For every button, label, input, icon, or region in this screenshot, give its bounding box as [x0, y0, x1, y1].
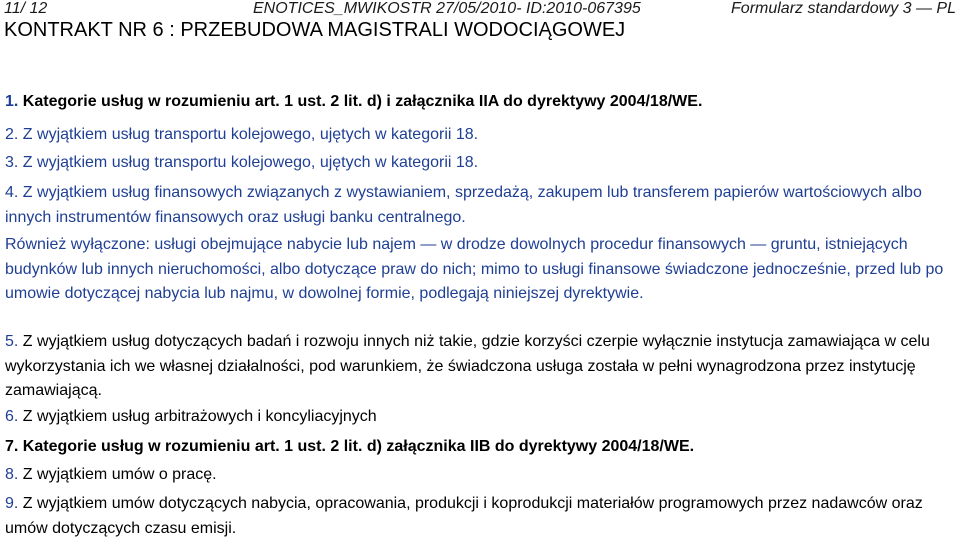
- item-text: Z wyjątkiem umów o pracę.: [18, 466, 217, 483]
- notice-reference: ENOTICES_MWIKOSTR 27/05/2010- ID:2010-067395: [253, 0, 641, 17]
- page-header: [0, 0, 960, 18]
- item-text: Z wyjątkiem usług transportu kolejowego, ujętych w kategorii 18.: [18, 126, 479, 143]
- paragraph-text: Również wyłączone: usługi obejmujące nabycie lub najem — w drodze dowolnych procedur finansowych — gruntu, istniejących budynków lub innych nieruchomości, albo dotyczące praw do nich; mimo to usługi finansowe świadczone jednocześnie, przed lub po umowie dotyczącej nabycia lub najmu, w dowolnej formie, podlegają niniejszej dyrektywie.: [5, 236, 944, 302]
- list-item-7: [5, 435, 955, 459]
- item-number: 1.: [5, 93, 19, 110]
- document-title: KONTRAKT NR 6 : PRZEBUDOWA MAGISTRALI WODOCIĄGOWEJ: [4, 19, 626, 41]
- item-number: 8.: [5, 466, 19, 483]
- list-item-8: [5, 463, 955, 487]
- list-item-3: [5, 151, 955, 175]
- item-number: 9.: [5, 495, 19, 512]
- list-item-4: [5, 181, 960, 230]
- item-text: Kategorie usług w rozumieniu art. 1 ust. 2 lit. d) załącznika IIB do dyrektywy 2004/18/WE.: [18, 438, 695, 455]
- item-number: 5.: [5, 333, 19, 350]
- item-number: 7.: [5, 438, 19, 455]
- item-text: Z wyjątkiem usług transportu kolejowego, ujętych w kategorii 18.: [18, 154, 479, 171]
- list-item-6: [5, 405, 955, 429]
- list-item-5: [5, 330, 960, 404]
- item-number: 2.: [5, 126, 19, 143]
- item-text: Kategorie usług w rozumieniu art. 1 ust. 2 lit. d) i załącznika IIA do dyrektywy 2004/18/WE.: [18, 93, 703, 110]
- list-item-2: [5, 123, 955, 147]
- item-text: Z wyjątkiem usług finansowych związanych z wystawianiem, sprzedażą, zakupem lub transferem papierów wartościowych albo innych instrumentów finansowych oraz usługi banku centralnego.: [5, 184, 922, 226]
- item-number: 6.: [5, 408, 19, 425]
- item-text: Z wyjątkiem umów dotyczących nabycia, opracowania, produkcji i koprodukcji materiałów programowych przez nadawców oraz umów dotyczących czasu emisji.: [5, 495, 923, 537]
- page-number: 11/ 12: [4, 0, 48, 17]
- item-text: Z wyjątkiem usług dotyczących badań i rozwoju innych niż takie, gdzie korzyści czerpie wyłącznie instytucja zamawiająca w celu wykorzystania ich we własnej działalności, pod warunkiem, że świadczona usługa została w pełni wynagrodzona przez instytucję zamawiającą.: [5, 333, 930, 399]
- exclusion-paragraph: [5, 233, 960, 307]
- item-number: 4.: [5, 184, 19, 201]
- form-name: Formularz standardowy 3 — PL: [731, 0, 956, 17]
- list-item-9: [5, 492, 960, 541]
- item-text: Z wyjątkiem usług arbitrażowych i koncyliacyjnych: [18, 408, 377, 425]
- list-item-1: [5, 90, 955, 114]
- item-number: 3.: [5, 154, 19, 171]
